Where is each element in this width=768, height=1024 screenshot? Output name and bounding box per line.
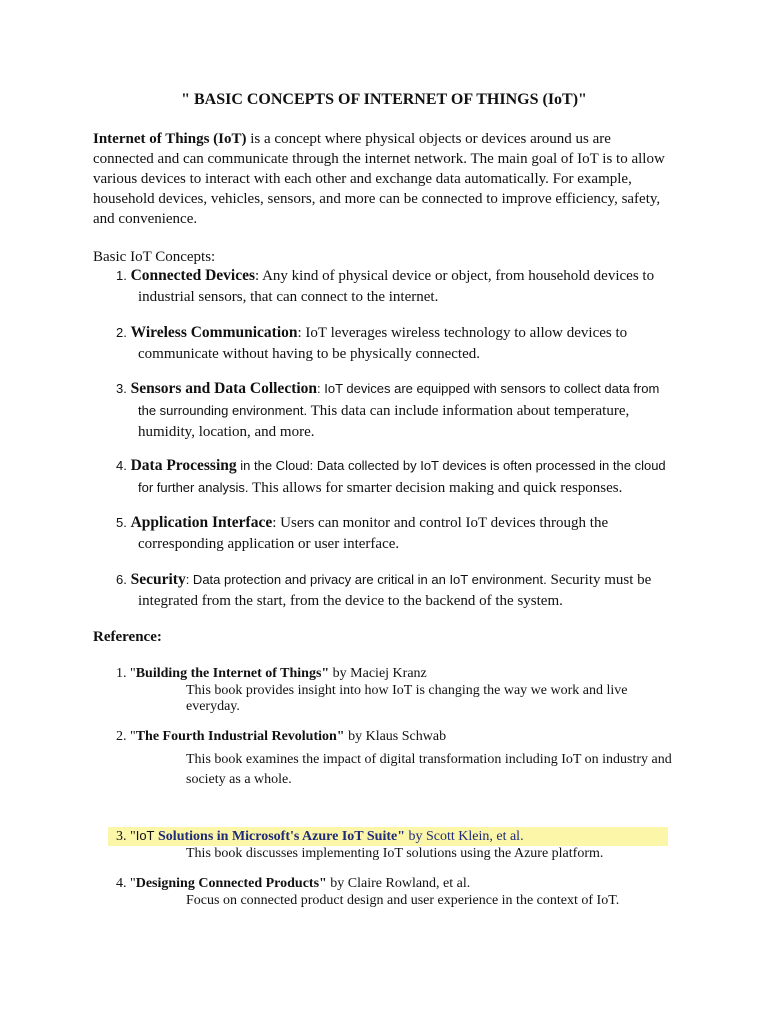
concept-label: Data Processing (130, 457, 237, 474)
concept-number: 5. (116, 515, 127, 530)
concept-text: Security must be (546, 572, 652, 588)
reference-line (116, 666, 427, 681)
reference-heading: Reference: (93, 629, 162, 645)
concept-item (116, 322, 676, 365)
intro-paragraph (93, 129, 673, 229)
concept-number: 6. (116, 572, 127, 587)
reference-description: This book discusses implementing IoT solutions using the Azure platform. (186, 846, 604, 861)
reference-line (116, 729, 446, 744)
concept-text: : Users can monitor and control IoT devices through the (272, 515, 609, 531)
concept-text: This allows for smarter decision making and quick responses. (248, 480, 623, 496)
reference-author: by Maciej Kranz (329, 666, 427, 681)
reference-description: This book provides insight into how IoT is changing the way we work and live everyday. (186, 683, 628, 714)
reference-title: The Fourth Industrial Revolution" (135, 729, 345, 744)
concept-text: industrial sensors, that can connect to the internet. (138, 289, 439, 305)
reference-line-highlighted (108, 827, 668, 846)
concept-label: Wireless Communication (130, 324, 298, 341)
concept-number: 4. (116, 458, 127, 473)
concept-number: 2. (116, 325, 127, 340)
reference-description: Focus on connected product design and user experience in the context of IoT. (186, 893, 620, 908)
reference-author: by Scott Klein, et al. (404, 829, 524, 844)
reference-line (116, 876, 470, 891)
reference-title: Designing Connected Products" (135, 876, 327, 891)
concept-continuation (116, 477, 676, 499)
basic-concepts-heading: Basic IoT Concepts: (93, 249, 216, 265)
reference-prefix: IoT (135, 828, 155, 843)
concept-number: 1. (116, 268, 127, 283)
concept-number: 3. (116, 381, 127, 396)
reference-item (116, 728, 676, 790)
reference-number: 2. " (116, 729, 136, 744)
concept-item (116, 265, 676, 308)
concept-item (116, 455, 676, 499)
reference-number: 1. " (116, 666, 136, 681)
reference-item (116, 827, 676, 862)
reference-title: Solutions in Microsoft's Azure IoT Suite" (154, 829, 405, 844)
concept-text: This data can include information about temperature, (307, 403, 630, 419)
document-title: " BASIC CONCEPTS OF INTERNET OF THINGS (IoT)" (181, 91, 587, 108)
concept-item (116, 378, 676, 443)
concept-text: the surrounding environment. (138, 403, 308, 418)
concept-text: : Data protection and privacy are critical in an IoT environment. (185, 572, 547, 587)
reference-item (116, 875, 676, 909)
reference-author: by Klaus Schwab (344, 729, 447, 744)
concept-text: humidity, location, and more. (138, 424, 315, 440)
intro-term: Internet of Things (IoT) (93, 131, 247, 147)
concept-text: integrated from the start, from the device to the backend of the system. (138, 593, 563, 609)
reference-item (116, 665, 676, 715)
reference-number: 4. " (116, 876, 136, 891)
concept-text: for further analysis. (138, 480, 249, 495)
intro-text: is a concept where physical objects or devices around us are connected and can communicate through the internet network. The main goal of IoT is to allow various devices to interact with each other and exchange data automatically. For example, household devices, vehicles, sensors, and more can be connected to improve efficiency, safety, and convenience. (93, 131, 665, 227)
concept-label: Connected Devices (130, 267, 255, 284)
reference-title: Building the Internet of Things" (135, 666, 330, 681)
concept-text: communicate without having to be physically connected. (138, 346, 480, 362)
concept-text: : IoT leverages wireless technology to allow devices to (297, 325, 628, 341)
concept-continuation (116, 400, 676, 422)
reference-author: by Claire Rowland, et al. (326, 876, 471, 891)
concept-text: : Any kind of physical device or object, from household devices to (255, 268, 655, 284)
concept-text: in the Cloud: Data collected by IoT devices is often processed in the cloud (236, 458, 666, 473)
concept-label: Security (130, 571, 186, 588)
concept-item (116, 512, 676, 555)
concept-label: Sensors and Data Collection (130, 380, 318, 397)
concept-text: : IoT devices are equipped with sensors to collect data from (317, 381, 660, 396)
reference-description: This book examines the impact of digital transformation including IoT on industry and society as a whole. (186, 752, 672, 787)
concept-label: Application Interface (130, 514, 273, 531)
reference-number: 3. " (116, 829, 136, 844)
concept-text: corresponding application or user interface. (138, 536, 400, 552)
concept-item (116, 569, 676, 612)
